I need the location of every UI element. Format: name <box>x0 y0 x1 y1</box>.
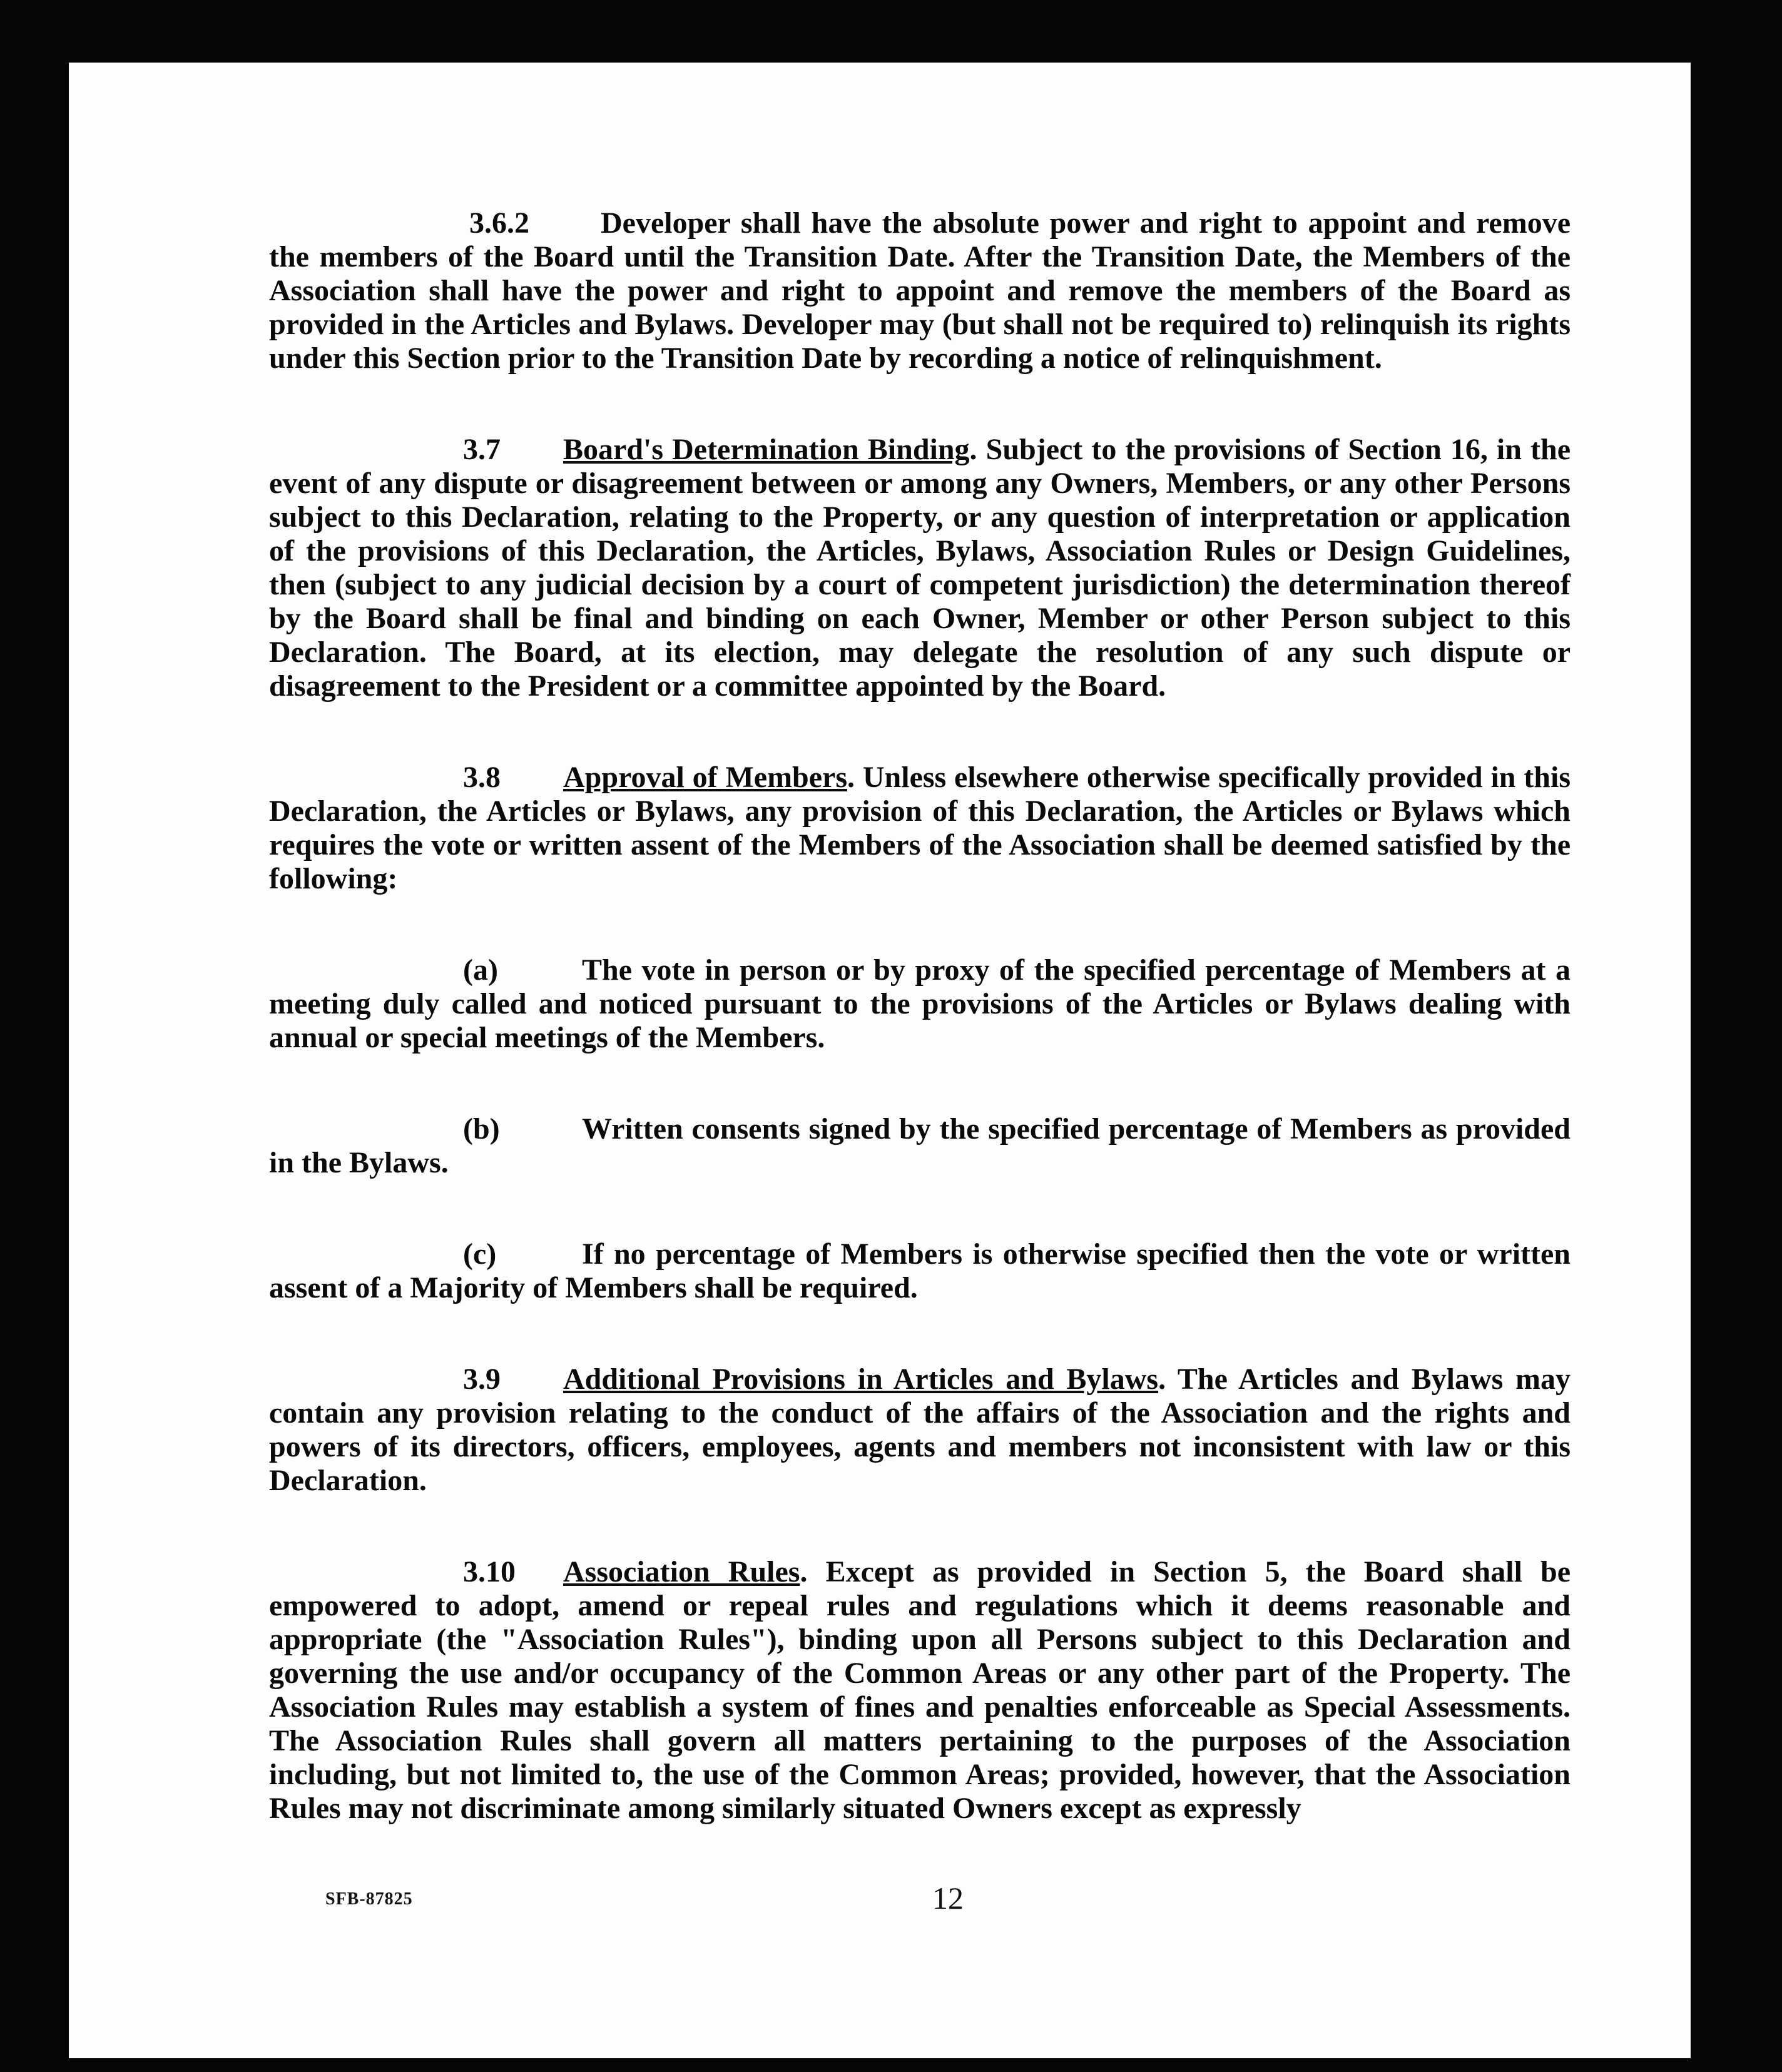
paragraph-text: Except as provided in Section 5, the Board shall be empowered to adopt, amend or repeal rules and regulations which it deems reasonable and appropriate (the "Association Rules"), binding upon all Persons subject to this Declaration and governing the use and/or occupancy of the Common Areas or any other part of the Property. The Association Rules may establish a system of fines and penalties enforceable as Special Assessments. The Association Rules shall govern all matters pertaining to the purposes of the Association including, but not limited to, the use of the Common Areas; provided, however, that the Association Rules may not discriminate among similarly situated Owners except as expressly <box>269 1555 1571 1825</box>
paragraph-text: Developer shall have the absolute power and right to appoint and remove the members of the Board until the Transition Date. After the Transition Date, the Members of the Association shall have the power and right to appoint and remove the members of the Board as provided in the Articles and Bylaws. Developer may (but shall not be required to) relinquish its rights under this Section prior to the Transition Date by recording a notice of relinquishment. <box>269 206 1571 375</box>
paragraph-text: The vote in person or by proxy of the specified percentage of Members at a meeting duly called and noticed pursuant to the provisions of the Articles or Bylaws dealing with annual or special meetings of the Members. <box>269 953 1571 1054</box>
section-heading: Association Rules <box>563 1555 800 1588</box>
subparagraph-c <box>269 1237 1571 1305</box>
paragraph-3-10: 3.10 Association Rules. Except as provided in Section 5, the Board shall be empowered to adopt, amend or repeal rules and regulations which it deems reasonable and appropriate (the "Association Rules"), binding upon all Persons subject to this Declaration and governing the use and/or occupancy of the Common Areas or any other part of the Property. The Association Rules may establish a system of fines and penalties enforceable as Special Assessments. The Association Rules shall govern all matters pertaining to the purposes of the Association including, but not limited to, the use of the Common Areas; provided, however, that the Association Rules may not discriminate among similarly situated Owners except as expressly <box>269 1555 1571 1825</box>
document-body <box>269 206 1571 1883</box>
section-number: 3.6.2 <box>469 206 529 240</box>
paragraph-text: Written consents signed by the specified percentage of Members as provided in the Bylaws. <box>269 1112 1571 1179</box>
subsection-label: (b) <box>463 1112 500 1145</box>
subsection-label: (c) <box>463 1237 497 1271</box>
section-number: 3.8 <box>463 761 501 794</box>
section-heading: Board's Determination Binding <box>563 433 970 466</box>
paragraph-text: If no percentage of Members is otherwise specified then the vote or written assent of a Majority of Members shall be required. <box>269 1237 1571 1304</box>
paragraph-text: The Articles and Bylaws may contain any provision relating to the conduct of the affairs of the Association and the rights and powers of its directors, officers, employees, agents and members not inconsistent with law or this Declaration. <box>269 1363 1571 1497</box>
section-heading: Additional Provisions in Articles and Bylaws <box>563 1363 1159 1396</box>
section-heading: Approval of Members <box>563 761 848 794</box>
paragraph-3-6-2 <box>269 206 1571 375</box>
paragraph-3-9: 3.9 Additional Provisions in Articles and Bylaws. The Articles and Bylaws may contain any provision relating to the conduct of the affairs of the Association and the rights and powers of its directors, officers, employees, agents and members not inconsistent with law or this Declaration. <box>269 1363 1571 1497</box>
section-number: 3.10 <box>463 1555 516 1588</box>
section-number: 3.9 <box>463 1363 501 1396</box>
page-number: 12 <box>932 1881 964 1916</box>
paragraph-3-8: 3.8 Approval of Members. Unless elsewhere otherwise specifically provided in this Declaration, the Articles or Bylaws, any provision of this Declaration, the Articles or Bylaws which requires the vote or written assent of the Members of the Association shall be deemed satisfied by the following: <box>269 761 1571 895</box>
paragraph-text: Unless elsewhere otherwise specifically provided in this Declaration, the Articles or Bylaws, any provision of this Declaration, the Articles or Bylaws which requires the vote or written assent of the Members of the Association shall be deemed satisfied by the following: <box>269 761 1571 895</box>
document-page <box>69 63 1691 2058</box>
subparagraph-b <box>269 1112 1571 1180</box>
section-number: 3.7 <box>463 433 501 466</box>
paragraph-text: Subject to the provisions of Section 16, in the event of any dispute or disagreement between or among any Owners, Members, or any other Persons subject to this Declaration, relating to the Property, or any question of interpretation or application of the provisions of this Declaration, the Articles, Bylaws, Association Rules or Design Guidelines, then (subject to any judicial decision by a court of competent jurisdiction) the determination thereof by the Board shall be final and binding on each Owner, Member or other Person subject to this Declaration. The Board, at its election, may delegate the resolution of any such dispute or disagreement to the President or a committee appointed by the Board. <box>269 433 1571 703</box>
document-code: SFB-87825 <box>325 1889 413 1909</box>
subparagraph-a <box>269 953 1571 1055</box>
paragraph-3-7: 3.7 Board's Determination Binding. Subject to the provisions of Section 16, in the event of any dispute or disagreement between or among any Owners, Members, or any other Persons subject to this Declaration, relating to the Property, or any question of interpretation or application of the provisions of this Declaration, the Articles, Bylaws, Association Rules or Design Guidelines, then (subject to any judicial decision by a court of competent jurisdiction) the determination thereof by the Board shall be final and binding on each Owner, Member or other Person subject to this Declaration. The Board, at its election, may delegate the resolution of any such dispute or disagreement to the President or a committee appointed by the Board. <box>269 433 1571 703</box>
subsection-label: (a) <box>463 953 498 987</box>
